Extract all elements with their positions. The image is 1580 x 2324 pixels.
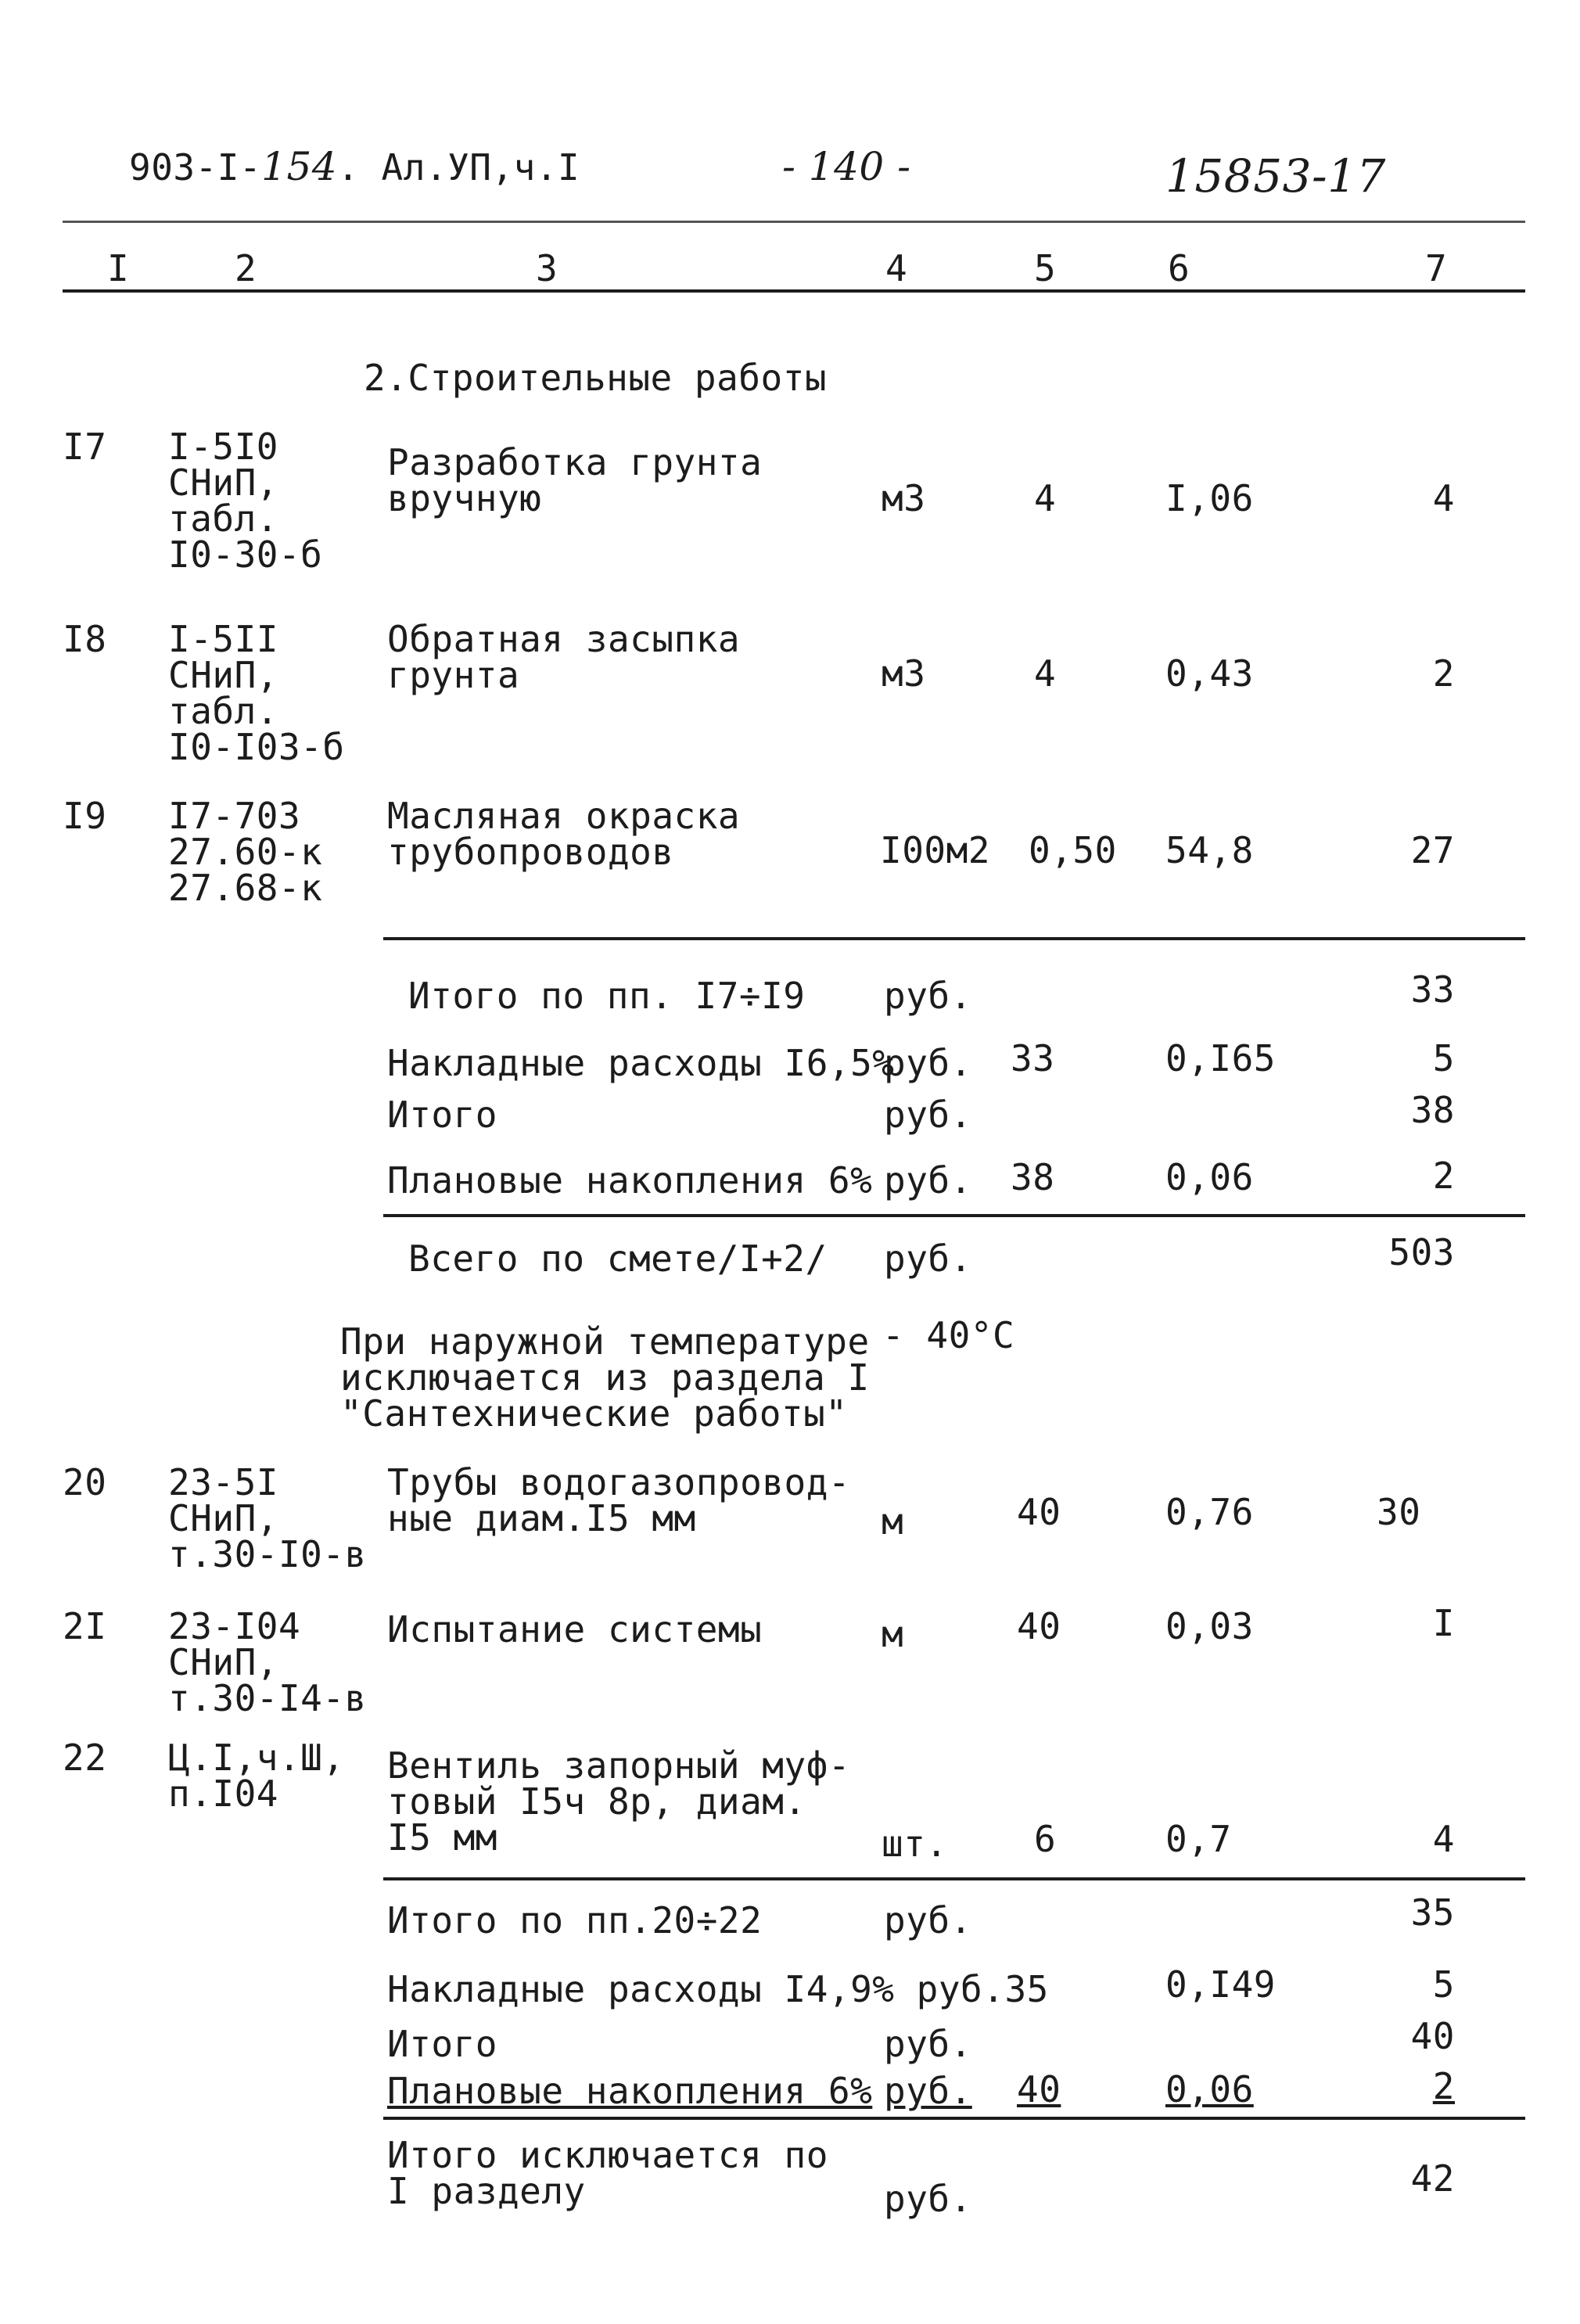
summary-rate: 0,06 <box>1165 1156 1254 1198</box>
summary-total: 38 <box>1410 1089 1455 1131</box>
unit: м3 <box>882 477 926 519</box>
quantity: 6 <box>1034 1818 1057 1860</box>
summary-rate: 0,06 <box>1165 2068 1254 2110</box>
quantity: 0,50 <box>1029 829 1117 871</box>
document-code-typed: 903-I- <box>129 146 262 189</box>
grand-total-value: 503 <box>1388 1231 1455 1273</box>
summary-total: 5 <box>1432 1037 1455 1079</box>
work-description: Вентиль запорный муф- товый I5ч 8р, диам. I5 мм <box>387 1744 851 1859</box>
row-number: I9 <box>63 795 107 837</box>
column-header-4: 4 <box>885 247 908 289</box>
row-number: I7 <box>63 426 107 468</box>
summary-unit: руб. <box>884 1094 972 1136</box>
final-total-label: Итого исключается по I разделу <box>387 2134 828 2212</box>
page-number: - 140 - <box>782 144 911 189</box>
quantity: 4 <box>1034 652 1057 695</box>
column-header-1: I <box>107 247 130 289</box>
quantity: 40 <box>1017 1605 1061 1647</box>
summary-label: Итого <box>387 1094 497 1136</box>
summary-total: 2 <box>1432 1155 1455 1197</box>
total-cost: 30 <box>1377 1491 1421 1533</box>
summary-total: 2 <box>1432 2065 1455 2107</box>
unit: м <box>882 1500 904 1543</box>
summary-label: Плановые накопления 6% <box>387 2070 873 2112</box>
summary-rate: 0,I49 <box>1165 1963 1276 2006</box>
section-title: 2.Строительные работы <box>364 357 828 399</box>
column-header-rule <box>63 289 1525 293</box>
summary-unit: руб. <box>884 1159 972 1202</box>
document-code-handwritten: 154 <box>261 144 338 189</box>
column-header-6: 6 <box>1168 247 1190 289</box>
quantity: 4 <box>1034 477 1057 519</box>
final-total-value: 42 <box>1410 2157 1455 2200</box>
column-header-5: 5 <box>1034 247 1057 289</box>
unit: шт. <box>882 1823 948 1865</box>
work-description: Масляная окраска трубопроводов <box>387 795 741 873</box>
summary-total: 5 <box>1432 1963 1455 2006</box>
total-cost: 27 <box>1410 829 1455 871</box>
summary-unit: руб. <box>884 975 972 1017</box>
grand-total-label: Всего по смете/I+2/ <box>408 1237 828 1280</box>
document-code <box>129 144 580 189</box>
temperature-value: - 40°С <box>882 1314 1015 1356</box>
total-rule <box>383 1214 1525 1217</box>
summary-quantity: 40 <box>1017 2068 1061 2110</box>
unit-rate: 0,03 <box>1165 1605 1254 1647</box>
row-number: I8 <box>63 618 107 660</box>
summary-unit: руб. <box>884 1042 972 1084</box>
unit: I00м2 <box>880 829 990 871</box>
work-description: Испытание системы <box>387 1608 763 1651</box>
summary-unit: руб. <box>884 1899 972 1941</box>
unit-rate: 0,7 <box>1165 1818 1232 1860</box>
unit-rate: I,06 <box>1165 477 1254 519</box>
album-reference: . Ал.УП,ч.I <box>337 146 580 189</box>
total-cost: 4 <box>1432 477 1455 519</box>
unit: м3 <box>882 652 926 695</box>
header-rule <box>63 221 1525 223</box>
work-description: Трубы водогазопровод- ные диам.I5 мм <box>387 1461 851 1539</box>
summary-total: 35 <box>1410 1891 1455 1934</box>
summary-unit: руб. <box>884 2070 972 2112</box>
summary-rate: 0,I65 <box>1165 1037 1276 1079</box>
grand-total-unit: руб. <box>884 1237 972 1280</box>
unit: м <box>882 1613 904 1655</box>
column-header-3: 3 <box>536 247 558 289</box>
norm-code: I-5I0 СНиП, табл. I0-30-б <box>168 426 323 576</box>
unit-rate: 0,43 <box>1165 652 1254 695</box>
summary-label: Итого по пп. I7÷I9 <box>408 975 806 1017</box>
total-cost: 4 <box>1432 1818 1455 1860</box>
quantity: 40 <box>1017 1491 1061 1533</box>
summary-quantity: 33 <box>1011 1037 1055 1079</box>
summary-label: Плановые накопления 6% <box>387 1159 873 1202</box>
subtotal-rule-2 <box>383 1877 1525 1880</box>
unit-rate: 54,8 <box>1165 829 1254 871</box>
summary-unit: руб. <box>884 2023 972 2065</box>
row-number: 2I <box>63 1605 107 1647</box>
work-description: Разработка грунта вручную <box>387 441 763 519</box>
sheet-id: 15853-17 <box>1165 149 1386 203</box>
row-number: 20 <box>63 1461 107 1503</box>
final-rule <box>383 2117 1525 2120</box>
work-description: Обратная засыпка грунта <box>387 618 741 696</box>
summary-quantity: 38 <box>1011 1156 1055 1198</box>
norm-code: Ц.I,ч.Ш, п.I04 <box>168 1737 345 1815</box>
row-number: 22 <box>63 1737 107 1779</box>
temperature-note: При наружной температуре исключается из раздела I "Сантехнические работы" <box>340 1320 870 1435</box>
total-cost: I <box>1432 1602 1455 1644</box>
summary-label: Итого <box>387 2023 497 2065</box>
unit-rate: 0,76 <box>1165 1491 1254 1533</box>
norm-code: 23-5I СНиП, т.30-I0-в <box>168 1461 367 1575</box>
column-header-7: 7 <box>1425 247 1448 289</box>
summary-total: 33 <box>1410 968 1455 1011</box>
summary-label: Итого по пп.20÷22 <box>387 1899 763 1941</box>
summary-label: Накладные расходы I4,9% руб.35 <box>387 1968 1049 2010</box>
subtotal-rule <box>383 937 1525 940</box>
final-total-unit: руб. <box>884 2178 972 2220</box>
norm-code: I-5II СНиП, табл. I0-I03-б <box>168 618 345 768</box>
summary-total: 40 <box>1410 2015 1455 2057</box>
norm-code: I7-703 27.60-к 27.68-к <box>168 795 323 909</box>
norm-code: 23-I04 СНиП, т.30-I4-в <box>168 1605 367 1719</box>
total-cost: 2 <box>1432 652 1455 695</box>
summary-label: Накладные расходы I6,5% <box>387 1042 895 1084</box>
column-header-2: 2 <box>235 247 257 289</box>
